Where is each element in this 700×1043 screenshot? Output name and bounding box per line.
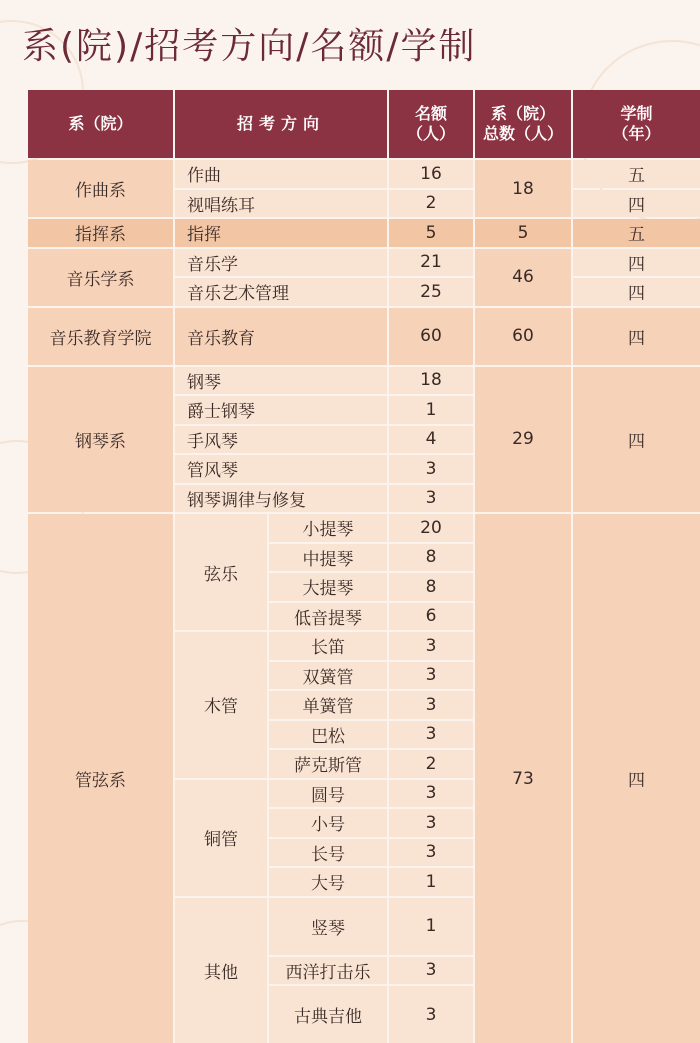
quota-cell: 3 bbox=[389, 632, 473, 660]
quota-cell: 8 bbox=[389, 573, 473, 601]
quota-cell: 3 bbox=[389, 839, 473, 867]
instrument-cell: 巴松 bbox=[269, 721, 387, 749]
instrument-cell: 西洋打击乐 bbox=[269, 957, 387, 985]
quota-cell: 3 bbox=[389, 721, 473, 749]
direction-cell: 音乐艺术管理 bbox=[175, 278, 387, 306]
direction-cell: 指挥 bbox=[175, 219, 387, 247]
years-cell: 四 bbox=[573, 367, 700, 513]
header-total-line2: 总数（人） bbox=[483, 124, 563, 144]
instrument-cell: 单簧管 bbox=[269, 691, 387, 719]
header-total-line1: 系（院） bbox=[491, 104, 555, 124]
instrument-cell: 低音提琴 bbox=[269, 603, 387, 631]
dept-piano: 钢琴系 bbox=[28, 367, 173, 513]
instrument-cell: 小提琴 bbox=[269, 514, 387, 542]
instrument-cell: 大提琴 bbox=[269, 573, 387, 601]
quota-cell: 1 bbox=[389, 898, 473, 955]
quota-cell: 3 bbox=[389, 691, 473, 719]
orch-total: 73 bbox=[475, 514, 571, 1043]
dept-conducting: 指挥系 bbox=[28, 219, 173, 247]
total-cell: 60 bbox=[475, 308, 571, 365]
header-quota-line2: （人） bbox=[407, 124, 455, 144]
quota-cell: 2 bbox=[389, 190, 473, 218]
years-cell: 四 bbox=[573, 249, 700, 277]
dept-music-education: 音乐教育学院 bbox=[28, 308, 173, 365]
quota-cell: 20 bbox=[389, 514, 473, 542]
quota-cell: 21 bbox=[389, 249, 473, 277]
header-direction: 招考方向 bbox=[175, 90, 387, 158]
quota-cell: 18 bbox=[389, 367, 473, 395]
instrument-cell: 小号 bbox=[269, 809, 387, 837]
direction-cell: 音乐教育 bbox=[175, 308, 387, 365]
group-strings: 弦乐 bbox=[175, 514, 267, 630]
header-total bbox=[475, 90, 571, 158]
instrument-cell: 中提琴 bbox=[269, 544, 387, 572]
direction-cell: 管风琴 bbox=[175, 455, 387, 483]
instrument-cell: 古典吉他 bbox=[269, 986, 387, 1043]
header-quota bbox=[389, 90, 473, 158]
instrument-cell: 萨克斯管 bbox=[269, 750, 387, 778]
quota-cell: 3 bbox=[389, 780, 473, 808]
header-years-line2: （年） bbox=[612, 124, 660, 144]
quota-cell: 3 bbox=[389, 662, 473, 690]
direction-cell: 钢琴 bbox=[175, 367, 387, 395]
group-other: 其他 bbox=[175, 898, 267, 1043]
direction-cell: 视唱练耳 bbox=[175, 190, 387, 218]
total-cell: 5 bbox=[475, 219, 571, 247]
orch-years: 四 bbox=[573, 514, 700, 1043]
quota-cell: 3 bbox=[389, 485, 473, 513]
years-cell: 四 bbox=[573, 190, 700, 218]
dept-orchestral: 管弦系 bbox=[28, 514, 173, 1043]
quota-cell: 5 bbox=[389, 219, 473, 247]
quota-cell: 1 bbox=[389, 396, 473, 424]
instrument-cell: 长笛 bbox=[269, 632, 387, 660]
group-woodwind: 木管 bbox=[175, 632, 267, 778]
years-cell: 五 bbox=[573, 160, 700, 188]
quota-cell: 4 bbox=[389, 426, 473, 454]
quota-cell: 8 bbox=[389, 544, 473, 572]
quota-cell: 1 bbox=[389, 868, 473, 896]
total-cell: 18 bbox=[475, 160, 571, 217]
quota-cell: 16 bbox=[389, 160, 473, 188]
instrument-cell: 圆号 bbox=[269, 780, 387, 808]
instrument-cell: 竖琴 bbox=[269, 898, 387, 955]
total-cell: 29 bbox=[475, 367, 571, 513]
quota-cell: 60 bbox=[389, 308, 473, 365]
dept-musicology: 音乐学系 bbox=[28, 249, 173, 306]
enrollment-table bbox=[28, 90, 690, 983]
page-title: 系(院)/招考方向/名额/学制 bbox=[22, 18, 476, 69]
group-brass: 铜管 bbox=[175, 780, 267, 896]
direction-cell: 音乐学 bbox=[175, 249, 387, 277]
direction-cell: 手风琴 bbox=[175, 426, 387, 454]
quota-cell: 3 bbox=[389, 809, 473, 837]
quota-cell: 6 bbox=[389, 603, 473, 631]
dept-composition: 作曲系 bbox=[28, 160, 173, 217]
quota-cell: 3 bbox=[389, 957, 473, 985]
header-years bbox=[573, 90, 700, 158]
header-quota-line1: 名额 bbox=[415, 104, 447, 124]
instrument-cell: 长号 bbox=[269, 839, 387, 867]
instrument-cell: 双簧管 bbox=[269, 662, 387, 690]
header-dept: 系（院） bbox=[28, 90, 173, 158]
header-years-line1: 学制 bbox=[620, 104, 652, 124]
years-cell: 四 bbox=[573, 308, 700, 365]
direction-cell: 作曲 bbox=[175, 160, 387, 188]
instrument-cell: 大号 bbox=[269, 868, 387, 896]
quota-cell: 2 bbox=[389, 750, 473, 778]
years-cell: 五 bbox=[573, 219, 700, 247]
direction-cell: 钢琴调律与修复 bbox=[175, 485, 387, 513]
total-cell: 46 bbox=[475, 249, 571, 306]
quota-cell: 3 bbox=[389, 455, 473, 483]
quota-cell: 25 bbox=[389, 278, 473, 306]
years-cell: 四 bbox=[573, 278, 700, 306]
quota-cell: 3 bbox=[389, 986, 473, 1043]
direction-cell: 爵士钢琴 bbox=[175, 396, 387, 424]
